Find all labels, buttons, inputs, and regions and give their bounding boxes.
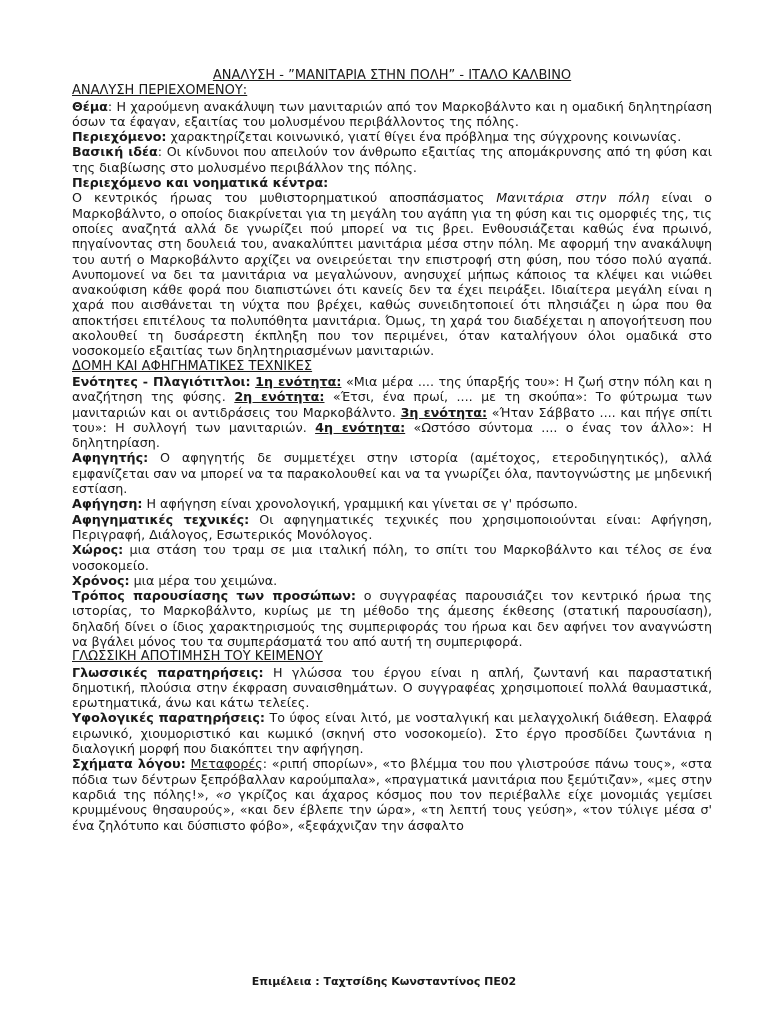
text-figures-1: : «ριπή σπορίων», «το βλέμμα του που γλιστρούσε πάνω τους», «στα πόδια των δέντρων ξεπρόβαλλαν καρούμπαλα», «πραγματικά μανιτάρια που ξεμύτιζαν», «μες στην καρδιά της πόλης!», xyxy=(72,756,712,802)
paragraph-units xyxy=(72,374,712,450)
label-unit-3: 3η ενότητα: xyxy=(400,404,488,420)
paragraph-main-idea xyxy=(72,144,712,175)
label-presentation: Τρόπος παρουσίασης των προσώπων: xyxy=(72,588,356,604)
text-figures-2: γκρίζος και άχαρος κόσμος που τον περιέβαλλε είχε μονομιάς γεμίσει κρυμμένους θησαυρούς», «και δεν έβλεπε την ώρα», «τη λεπτή τους γεύση», «τον τύλιγε μέσα σ' ένα ζηλότυπο και δύσπιστο φόβο», «ξεφάχνιζαν την άσφαλτο xyxy=(72,786,712,833)
text-narrator: Ο αφηγητής δε συμμετέχει στην ιστορία (αμέτοχος, ετεροδιηγητικός), αλλά εμφανίζεται σαν να μπορεί να τα παρακολουθεί και να τα γνωρίζει όλα, παντογνώστης με μηδενική εστίαση. xyxy=(72,450,712,497)
label-figures: Σχήματα λόγου: xyxy=(72,756,186,772)
label-narrator: Αφηγητής: xyxy=(72,450,149,466)
paragraph-place xyxy=(72,542,712,573)
section-heading-structure: ΔΟΜΗ ΚΑΙ ΑΦΗΓΗΜΑΤΙΚΕΣ ΤΕΧΝΙΚΕΣ xyxy=(72,358,313,374)
paragraph-time xyxy=(72,573,712,588)
label-unit-1: 1η ενότητα: xyxy=(255,373,342,389)
text-unit-4: «Ωστόσο σύντομα .... ο ένας τον άλλο»: Η δηλητηρίαση. xyxy=(72,419,712,451)
text-place: μια στάση του τραμ σε μια ιταλική πόλη, το σπίτι του Μαρκοβάλντο και τέλος σε ένα νοσοκομείο. xyxy=(72,542,712,573)
page-footer: Επιμέλεια : Ταχτσίδης Κωνσταντίνος ΠΕ02 xyxy=(251,975,517,988)
section-heading-language: ΓΛΩΣΣΙΚΗ ΑΠΟΤΙΜΗΣΗ ΤΟΥ ΚΕΙΜΕΝΟΥ xyxy=(72,649,323,665)
text-centers-2: είναι ο Μαρκοβάλντο, ο οποίος διακρίνεται για τη μεγάλη του αγάπη για τη φύση και τις ομορφιές της, τις οποίες αναζητά αλλά δε γνωρίζει πού μπορεί να τις βρει. Ενθουσιάζεται καθώς ένα πρωινό, πηγαίνοντας στη δουλειά του, ανακαλύπτει μανιτάρια μέσα στην πόλη. Με αφορμή την ανακάλυψη του αυτή ο Μαρκοβάλντο αρχίζει να ονειρεύεται την επιστροφή στη φύση, που τόσο πολύ αγαπά. Ανυπομονεί να δει τα μανιτάρια να μεγαλώνουν, ανησυχεί μήπως κάποιος τα κλέψει και νιώθει ανακούφιση κάθε φορά που διαπιστώνει ότι κανείς δεν τα έχει πειράξει. Ιδιαίτερα μεγάλη είναι η χαρά που αισθάνεται τη νύχτα που βρέχει, καθώς συνειδητοποιεί ότι πλησιάζει η ώρα που θα αποκτήσει επιτέλους τα πολυπόθητα μανιτάρια. Όμως, τη χαρά του διαδέχεται η απογοήτευση που ακολουθεί τη δυσάρεστη έκπληξη που τον περιμένει, όταν καταλήγουν όλοι ομαδικά στο νοσοκομείο εξαιτίας των δηλητηριασμένων μανιταριών. xyxy=(72,190,712,359)
text-unit-1: «Μια μέρα .... της ύπαρξής του»: Η ζωή στην πόλη και η αναζήτηση της φύσης. xyxy=(72,373,712,405)
label-narration: Αφήγηση: xyxy=(72,496,143,512)
label-content: Περιεχόμενο: xyxy=(72,129,167,145)
paragraph-language xyxy=(72,665,712,711)
paragraph-narrator xyxy=(72,450,712,496)
text-centers-italic: Μανιτάρια στην πόλη xyxy=(496,190,650,206)
paragraph-presentation xyxy=(72,588,712,649)
text-language: Η γλώσσα του έργου είναι η απλή, ζωντανή και παραστατική δημοτική, πλούσια στην έκφραση συναισθημάτων. Ο συγγραφέας χρησιμοποιεί πολλά θαυμαστικά, ερωτηματικά, άνω και κάτω τελείες. xyxy=(72,664,712,711)
text-main-idea: : Οι κίνδυνοι που απειλούν τον άνθρωπο εξαιτίας της απομάκρυνσης από τη φύση και της διαβίωσης στο μολυσμένο περιβάλλον της πόλης. xyxy=(72,144,712,175)
label-language: Γλωσσικές παρατηρήσεις: xyxy=(72,664,264,680)
text-time: μια μέρα του χειμώνα. xyxy=(129,572,278,588)
paragraph-style xyxy=(72,710,712,756)
label-unit-4: 4η ενότητα: xyxy=(315,419,406,435)
paragraph-figures xyxy=(72,756,712,832)
label-place: Χώρος: xyxy=(72,542,124,558)
label-theme: Θέμα xyxy=(72,98,108,114)
text-content: χαρακτηρίζεται κοινωνικό, γιατί θίγει ένα πρόβλημα της σύγχρονης κοινωνίας. xyxy=(166,129,682,145)
paragraph-techniques xyxy=(72,512,712,543)
text-centers-1: Ο κεντρικός ήρωας του μυθιστορηματικού αποσπάσματος xyxy=(72,190,497,206)
label-techniques: Αφηγηματικές τεχνικές: xyxy=(72,511,250,527)
text-style: Το ύφος είναι λιτό, με νοσταλγική και μελαγχολική διάθεση. Ελαφρά ειρωνικό, χιουμοριστικό και κωμικό (σκηνή στο νοσοκομείο). Στο έργο προσδίδει ζωντάνια η διαλογική μορφή που διακόπτει την αφήγηση. xyxy=(72,710,712,757)
paragraph-meaning-centers xyxy=(72,190,712,358)
label-main-idea: Βασική ιδέα xyxy=(72,144,158,160)
text-theme: : Η χαρούμενη ανακάλυψη των μανιταριών από τον Μαρκοβάλντο και η ομαδική δηλητηρίαση όσων τα έφαγαν, εξαιτίας του μολυσμένου περιβάλλοντος της πόλης. xyxy=(72,98,712,129)
label-style: Υφολογικές παρατηρήσεις: xyxy=(72,710,265,726)
text-narration: Η αφήγηση είναι χρονολογική, γραμμική και γίνεται σε γ' πρόσωπο. xyxy=(142,496,578,512)
paragraph-theme xyxy=(72,99,712,130)
text-figures-italic: «ο xyxy=(215,786,232,802)
label-unit-2: 2η ενότητα: xyxy=(234,389,325,405)
label-units: Ενότητες - Πλαγιότιτλοι: xyxy=(72,373,251,389)
label-meaning-centers: Περιεχόμενο και νοηματικά κέντρα: xyxy=(72,175,329,191)
label-metaphors: Μεταφορές xyxy=(190,756,263,772)
text-techniques: Οι αφηγηματικές τεχνικές που χρησιμοποιούνται είναι: Αφήγηση, Περιγραφή, Διάλογος, Εσωτερικός Μονόλογος. xyxy=(72,511,712,542)
text-presentation: ο συγγραφέας παρουσιάζει τον κεντρικό ήρωα της ιστορίας, το Μαρκοβάλντο, κυρίως με τη μέθοδο της άμεσης έκθεσης (στατική παρουσίαση), δηλαδή δίνει ο ίδιος χαρακτηρισμούς της συμπεριφοράς του ήρωα και δεν αφήνει τον αναγνώστη να βγάλει μόνος του τα συμπεράσματά του από αυτή τη συμπεριφορά. xyxy=(72,588,712,649)
paragraph-narration xyxy=(72,496,712,511)
page-title: ΑΝΑΛΥΣΗ - ”ΜΑΝΙΤΑΡΙΑ ΣΤΗΝ ΠΟΛΗ” - ΙΤΑΛΟ ΚΑΛΒΙΝΟ xyxy=(212,68,572,83)
text-unit-2: «Έτσι, ένα πρωί, .... με τη σκούπα»: Το φύτρωμα των μανιταριών και οι αντιδράσεις του Μαρκοβάλντο. xyxy=(72,389,712,420)
section-heading-content-analysis: ΑΝΑΛΥΣΗ ΠΕΡΙΕΧΟΜΕΝΟΥ: xyxy=(72,83,248,99)
document-body xyxy=(72,68,712,833)
label-time: Χρόνος: xyxy=(72,572,130,588)
text-unit-3: «Ήταν Σάββατο .... και πήγε σπίτι του»: Η συλλογή των μανιταριών. xyxy=(72,404,713,435)
paragraph-content xyxy=(72,129,712,144)
